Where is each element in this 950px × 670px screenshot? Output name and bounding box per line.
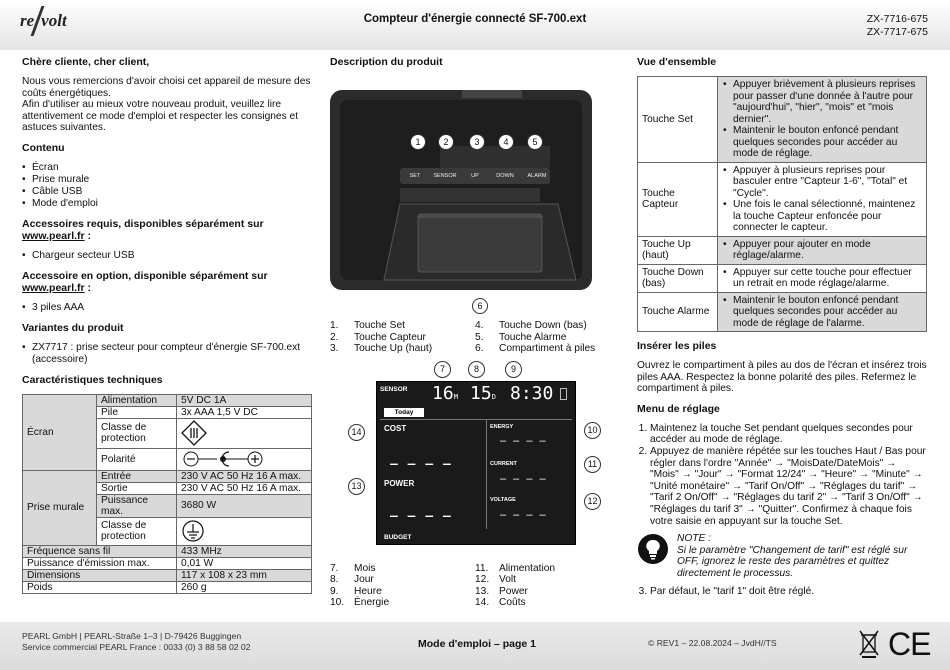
callout-5: 5: [527, 134, 543, 150]
list-item: • 3 piles AAA: [22, 302, 312, 314]
table-row: [638, 77, 927, 163]
list-item: [475, 320, 605, 332]
callout-2: 2: [438, 134, 454, 150]
item-text: Compartiment à piles: [499, 343, 596, 354]
list-item: • Appuyer à plusieurs reprises pour basculer entre "Capteur 1-6", "Total" et "Cycle".: [722, 165, 922, 200]
brand-logo: re volt: [20, 6, 67, 36]
overview-table: [637, 76, 927, 332]
batteries-text: Ouvrez le compartiment à piles au dos de l'écran et insérez trois piles AAA. Respectez la bonne polarité des piles. Refermez le compartiment à piles.: [637, 360, 927, 395]
lcd-divider-v: [486, 419, 487, 529]
lcd-cost-label: COST: [384, 423, 407, 433]
spec-key: Alimentation: [97, 394, 177, 406]
list-item: • Écran: [22, 162, 312, 174]
step-item: 1. Maintenez la touche Set pendant quelques secondes pour accéder au mode de réglage.: [650, 423, 927, 446]
list-item: [475, 597, 605, 609]
variants-list: [22, 342, 312, 366]
table-row: [638, 264, 927, 292]
alarm-button-label: ALARM: [527, 173, 547, 179]
spec-key: Classe de protection: [97, 517, 177, 545]
button-legend-list: [330, 320, 610, 355]
day-digits: 15: [470, 382, 492, 404]
item-text: Touche Alarme: [499, 331, 567, 343]
lcd-sensor-label: SENSOR: [380, 385, 408, 393]
batteries-title: Insérer les piles: [637, 340, 717, 352]
lcd-today-badge: Today: [384, 408, 424, 417]
lcd-cost-dashes: ‒ ‒ ‒ ‒: [390, 454, 454, 471]
ref-number-2: ZX-7717-675: [866, 26, 928, 38]
colon: :: [84, 229, 92, 242]
lcd-month-value: [432, 383, 458, 404]
description-title: Description du produit: [330, 56, 443, 68]
spec-value: 117 x 108 x 23 mm: [177, 569, 312, 581]
day-unit: D: [491, 392, 496, 401]
step-item: 2. Appuyez de manière répétée sur les touches Haut / Bas pour régler dans l'ordre "Année" → "MoisDate/DateMois" → "Mois" → "Jour" → "Format 12/24" → "Heure" → "Minute" → "Unité monétaire" → "Tarif On/Off" → "Réglages du tarif" → "Tarif 2 On/Off" → "Réglages du tarif 2" → "Tarif 3 On/Off" → "Réglages du tarif 3" → "Quitter". Confirmez à chaque fois votre saisie en appuyant sur la touche Set.: [650, 446, 927, 527]
item-number: 13.: [475, 585, 490, 597]
button-name: Touche Up (haut): [638, 236, 718, 264]
screen-group-cell: Écran: [23, 394, 97, 470]
column-middle: [330, 56, 610, 609]
spec-value: [177, 517, 312, 545]
lcd-time-value: 8:30: [510, 382, 554, 404]
item-text: Coûts: [499, 597, 526, 608]
ce-mark: CE: [888, 626, 931, 662]
tech-table: [22, 394, 312, 594]
item-number: 12.: [475, 574, 490, 585]
spec-key: Fréquence sans fil: [23, 545, 177, 557]
spec-key: Dimensions: [23, 569, 177, 581]
contents-title: Contenu: [22, 141, 65, 154]
battery-icon: [560, 388, 567, 400]
spec-key: Puissance max.: [97, 494, 177, 517]
month-digits: 16: [432, 382, 454, 404]
list-item: [475, 332, 605, 344]
plug-group-cell: Prise murale: [23, 470, 97, 545]
up-button-label: UP: [471, 173, 479, 179]
column-right: [637, 56, 927, 603]
item-text: Touche Down (bas): [499, 320, 587, 331]
optional-accessories-title: [22, 270, 312, 294]
list-item: [475, 586, 605, 598]
table-row: [23, 581, 312, 593]
item-text: Jour: [354, 574, 374, 585]
footer-address: PEARL GmbH | PEARL-Straße 1–3 | D-79426 Buggingen: [22, 631, 242, 641]
footer-revision: © REV1 – 22.08.2024 – JvdH//TS: [648, 638, 777, 648]
down-button-label: DOWN: [496, 173, 514, 179]
month-unit: M: [453, 392, 458, 401]
lightbulb-icon: [637, 533, 669, 565]
button-description: [718, 264, 927, 292]
callout-1: 1: [410, 134, 426, 150]
list-item: • Prise murale: [22, 174, 312, 186]
spec-value: 3x AAA 1,5 V DC: [177, 406, 312, 418]
item-text: Touche Set: [354, 320, 405, 331]
list-item: [475, 563, 605, 575]
device-rear-illustration: [330, 76, 592, 311]
overview-title: Vue d'ensemble: [637, 56, 717, 68]
lcd-energy-dashes: ‒ ‒ ‒ ‒: [500, 434, 548, 447]
footer-service: Service commercial PEARL France : 0033 (0) 3 88 58 02 02: [22, 641, 251, 652]
intro-paragraph-2: Afin d'utiliser au mieux votre nouveau produit, veuillez lire attentivement ce mode d'emploi et respecter les consignes et astuces suivantes.: [22, 99, 299, 134]
spec-value: 230 V AC 50 Hz 16 A max.: [177, 482, 312, 494]
callout-10: 10: [584, 422, 601, 439]
lcd-current-label: CURRENT: [490, 460, 517, 467]
lcd-budget-label: BUDGET: [384, 533, 412, 541]
item-number: 11.: [475, 562, 489, 574]
item-number: 8.: [330, 574, 339, 585]
callout-4: 4: [498, 134, 514, 150]
note-box: [637, 533, 927, 579]
settings-steps: [637, 423, 927, 527]
reference-numbers: [867, 13, 928, 39]
list-item: • Câble USB: [22, 186, 312, 198]
protection-class-3-icon: [181, 420, 207, 446]
table-row: [23, 557, 312, 569]
item-number: 10.: [330, 597, 345, 608]
set-button-label: SET: [409, 173, 421, 179]
pearl-link[interactable]: www.pearl.fr: [22, 281, 85, 294]
document-title: Compteur d'énergie connecté SF-700.ext: [363, 13, 587, 25]
footer-band: [0, 622, 950, 670]
polarity-icon: [181, 450, 265, 468]
intro-paragraph-1: Nous vous remercions d'avoir choisi cet appareil de mesure des coûts énergétiques.: [22, 76, 311, 99]
list-item: • Appuyer sur cette touche pour effectuer un retrait en mode réglage/alarme.: [722, 267, 922, 290]
button-description: [718, 162, 927, 236]
required-accessories-title: [22, 218, 312, 242]
button-strip: [402, 168, 552, 184]
button-name: Touche Capteur: [638, 162, 718, 236]
spec-key: Polarité: [97, 448, 177, 470]
callout-9: 9: [505, 361, 522, 378]
item-number: 1.: [330, 320, 339, 331]
lcd-power-label: POWER: [384, 478, 415, 488]
list-item: [330, 343, 475, 355]
callout-8: 8: [468, 361, 485, 378]
spec-key: Sortie: [97, 482, 177, 494]
lcd-voltage-label: VOLTAGE: [490, 496, 516, 503]
display-legend-list: [330, 563, 610, 609]
footer-page-label: Mode d'emploi – page 1: [418, 638, 537, 650]
item-number: 4.: [475, 320, 484, 331]
table-row: [638, 236, 927, 264]
note-label: NOTE :: [677, 533, 711, 545]
pearl-link[interactable]: www.pearl.fr: [22, 229, 85, 242]
sensor-button-label: SENSOR: [433, 173, 457, 179]
tech-title: Caractéristiques techniques: [22, 373, 163, 386]
button-description: [718, 77, 927, 163]
lcd-power-dashes: ‒ ‒ ‒ ‒: [390, 506, 454, 523]
lcd-current-dashes: ‒ ‒ ‒ ‒: [500, 472, 548, 485]
protection-earth-icon: [181, 519, 205, 543]
button-name: Touche Down (bas): [638, 264, 718, 292]
optional-list: [22, 302, 312, 314]
item-text: Alimentation: [499, 562, 556, 574]
list-item: • ZX7717 : prise secteur pour compteur d'énergie SF-700.ext (accessoire): [22, 342, 312, 366]
list-item: [330, 320, 475, 332]
lcd-divider-h: [380, 419, 572, 420]
header-band: [0, 0, 950, 50]
item-number: 2.: [330, 331, 339, 343]
list-item: • Une fois le canal sélectionné, maintenez la touche Capteur enfoncée pour connecter le capteur.: [722, 199, 922, 234]
item-text: Énergie: [354, 597, 390, 608]
list-item: [475, 574, 605, 586]
spec-value: 0,01 W: [177, 557, 312, 569]
footer-company-info: [22, 631, 250, 652]
table-row: [23, 569, 312, 581]
spec-key: Poids: [23, 581, 177, 593]
list-item: • Maintenir le bouton enfoncé pendant quelques secondes pour accéder au mode de réglage.: [722, 125, 922, 160]
item-text: Heure: [354, 585, 382, 597]
lcd-day-value: [470, 383, 496, 404]
list-item: [330, 563, 475, 575]
item-number: 6.: [475, 343, 484, 354]
spec-value: 260 g: [177, 581, 312, 593]
weee-bin-icon: [858, 629, 880, 659]
item-text: Power: [499, 585, 528, 597]
list-item: [330, 332, 475, 344]
item-text: Touche Up (haut): [354, 343, 433, 354]
lcd-voltage-dashes: ‒ ‒ ‒ ‒: [500, 508, 548, 521]
list-item: • Maintenir le bouton enfoncé pendant quelques secondes pour accéder au mode de réglage de l'alarme.: [722, 295, 922, 330]
colon: :: [84, 281, 92, 294]
callout-11: 11: [584, 456, 601, 473]
settings-title: Menu de réglage: [637, 402, 720, 415]
lcd-energy-label: ENERGY: [490, 423, 514, 430]
button-description: [718, 292, 927, 332]
spec-key: Pile: [97, 406, 177, 418]
item-number: 9.: [330, 585, 339, 597]
spec-value: 3680 W: [177, 494, 312, 517]
table-row: [23, 394, 312, 406]
list-item: [330, 586, 475, 598]
footer-compliance-marks: [858, 627, 930, 661]
ref-number-1: ZX-7716-675: [866, 13, 928, 25]
column-left: [22, 56, 312, 594]
list-item: [330, 597, 475, 609]
intro-title: Chère cliente, cher client,: [22, 56, 150, 68]
table-row: [638, 162, 927, 236]
step-item: 3. Par défaut, le "tarif 1" doit être réglé.: [650, 586, 927, 598]
item-number: 14.: [475, 597, 490, 608]
list-item: • Mode d'emploi: [22, 198, 312, 210]
item-number: 5.: [475, 331, 484, 343]
table-row: [638, 292, 927, 332]
list-item: • Chargeur secteur USB: [22, 250, 312, 262]
spec-key: Puissance d'émission max.: [23, 557, 177, 569]
required-title-text: Accessoires requis, disponibles séparément sur: [22, 217, 264, 230]
button-name: Touche Set: [638, 77, 718, 163]
button-description: [718, 236, 927, 264]
optional-title-text: Accessoire en option, disponible séparément sur: [22, 269, 268, 282]
callout-7: 7: [434, 361, 451, 378]
spec-value: 5V DC 1A: [177, 394, 312, 406]
item-text: Touche Capteur: [354, 331, 426, 343]
callout-6: 6: [472, 298, 488, 314]
table-row: [23, 545, 312, 557]
list-item: • Appuyer brièvement à plusieurs reprises pour passer d'une donnée à l'autre pour "aujourd'hui", "hier", "mois" et "mois dernier".: [722, 79, 922, 125]
lcd-display-illustration: [350, 361, 610, 553]
settings-steps-cont: [637, 586, 927, 598]
spec-value: 230 V AC 50 Hz 16 A max.: [177, 470, 312, 482]
callout-14: 14: [348, 424, 365, 441]
required-list: [22, 250, 312, 262]
item-number: 7.: [330, 562, 339, 574]
spec-key: Classe de protection: [97, 418, 177, 448]
spec-value: [177, 418, 312, 448]
item-text: Volt: [499, 574, 516, 585]
table-row: [23, 470, 312, 482]
item-text: Mois: [354, 562, 376, 574]
spec-value: [177, 448, 312, 470]
spec-key: Entrée: [97, 470, 177, 482]
list-item: [330, 574, 475, 586]
list-item: [475, 343, 605, 355]
callout-12: 12: [584, 493, 601, 510]
variants-title: Variantes du produit: [22, 321, 124, 334]
list-item: • Appuyer pour ajouter en mode réglage/alarme.: [722, 239, 922, 262]
spec-value: 433 MHz: [177, 545, 312, 557]
callout-3: 3: [469, 134, 485, 150]
contents-list: [22, 162, 312, 210]
note-text-block: [669, 533, 927, 579]
item-number: 3.: [330, 343, 339, 354]
note-text: Si le paramètre "Changement de tarif" est réglé sur OFF, ignorez le reste des paramètres et quittez directement le processus.: [677, 544, 908, 579]
button-name: Touche Alarme: [638, 292, 718, 332]
callout-13: 13: [348, 478, 365, 495]
device-drawing: [330, 76, 610, 316]
